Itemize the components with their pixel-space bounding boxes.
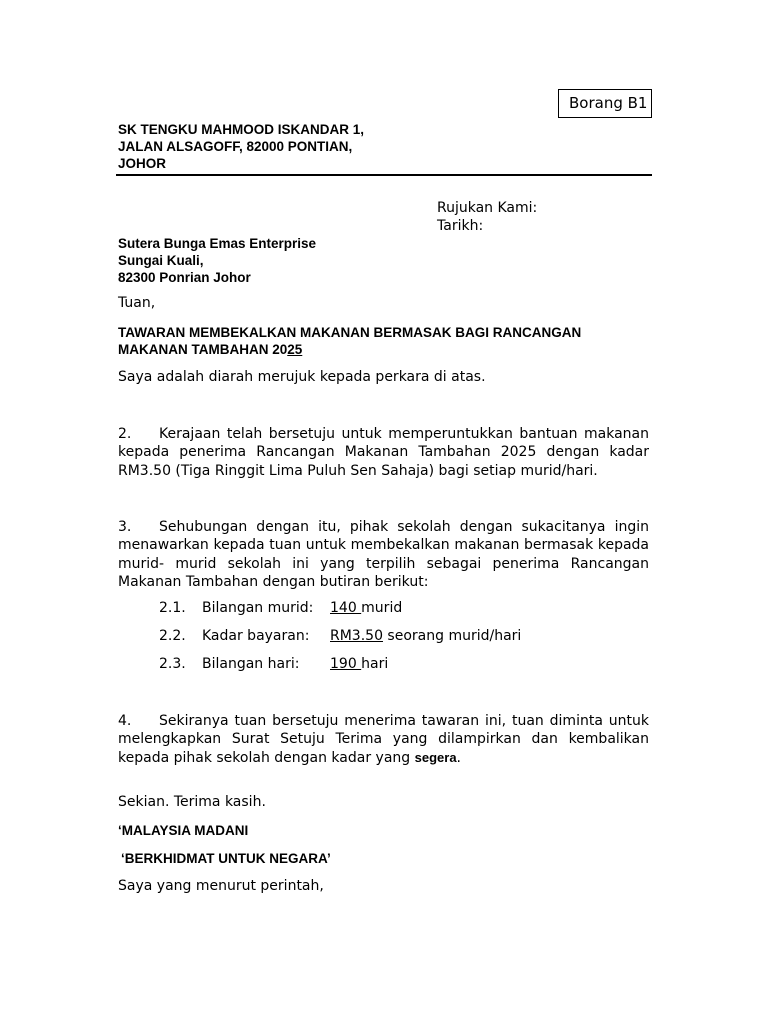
subject-year-suffix: 25 — [287, 342, 303, 357]
detail-value — [330, 628, 521, 644]
detail-value — [330, 656, 388, 672]
school-state: JOHOR — [118, 156, 167, 171]
paragraph-4-text: Sekiranya tuan bersetuju menerima tawaran ini, tuan diminta untuk melengkapkan Surat Setuju Terima yang dilampirkan dan kembalikan kepada pihak sekolah dengan kadar yang — [118, 713, 649, 766]
detail-value — [330, 600, 402, 616]
paragraph-4-emphasis: segera — [414, 749, 457, 765]
recipient-name: Sutera Bunga Emas Enterprise — [118, 236, 317, 251]
form-label-box — [558, 89, 652, 118]
tarikh-label: Tarikh: — [437, 218, 484, 234]
detail-value-rest: seorang murid/hari — [382, 628, 522, 644]
detail-value-underlined: 140 — [330, 600, 362, 616]
paragraph-3-text: Sehubungan dengan itu, pihak sekolah dengan sukacitanya ingin menawarkan kepada tuan untuk membekalkan makanan bermasak kepada murid- murid sekolah ini yang terpilih sebagai penerima Rancangan Makanan Tambahan dengan butiran berikut: — [118, 519, 649, 590]
paragraph-4-number: 4. — [118, 713, 132, 729]
detail-label: Bilangan murid: — [202, 600, 314, 616]
motto-berkhidmat: ‘BERKHIDMAT UNTUK NEGARA’ — [121, 851, 331, 866]
detail-number: 2.2. — [159, 628, 186, 644]
detail-label: Bilangan hari: — [202, 656, 300, 672]
letter-subject — [118, 324, 658, 358]
paragraph-4 — [118, 712, 649, 767]
school-address — [118, 121, 364, 172]
detail-number: 2.3. — [159, 656, 186, 672]
detail-value-underlined: RM3.50 — [330, 628, 383, 644]
paragraph-4-end: . — [456, 749, 461, 766]
recipient-address — [118, 235, 316, 286]
recipient-postcode: 82300 Ponrian Johor — [118, 270, 251, 285]
rujukan-label: Rujukan Kami: — [437, 200, 538, 216]
detail-number: 2.1. — [159, 600, 186, 616]
detail-label: Kadar bayaran: — [202, 628, 310, 644]
salutation: Tuan, — [118, 295, 156, 311]
paragraph-3-number: 3. — [118, 519, 132, 535]
paragraph-2-number: 2. — [118, 426, 132, 442]
paragraph-2 — [118, 425, 649, 480]
intro-paragraph: Saya adalah diarah merujuk kepada perkara di atas. — [118, 369, 486, 385]
subject-line-2 — [118, 341, 658, 358]
closing-line: Sekian. Terima kasih. — [118, 794, 266, 810]
form-label: Borang B1 — [569, 94, 648, 112]
school-street: JALAN ALSAGOFF, 82000 PONTIAN, — [118, 139, 353, 154]
detail-value-rest: murid — [361, 600, 403, 616]
reference-block — [437, 199, 537, 235]
school-name: SK TENGKU MAHMOOD ISKANDAR 1, — [118, 122, 365, 137]
detail-value-underlined: 190 — [330, 656, 362, 672]
header-divider — [116, 174, 652, 176]
subject-line-2-main: MAKANAN TAMBAHAN 20 — [118, 342, 288, 357]
paragraph-3 — [118, 518, 649, 591]
recipient-area: Sungai Kuali, — [118, 253, 204, 268]
sign-off: Saya yang menurut perintah, — [118, 878, 324, 894]
detail-value-rest: hari — [361, 656, 389, 672]
motto-malaysia-madani: ‘MALAYSIA MADANI — [118, 823, 249, 838]
subject-line-1: TAWARAN MEMBEKALKAN MAKANAN BERMASAK BAGI RANCANGAN — [118, 325, 582, 340]
paragraph-2-text: Kerajaan telah bersetuju untuk memperuntukkan bantuan makanan kepada penerima Rancangan Makanan Tambahan 2025 dengan kadar RM3.50 (Tiga Ringgit Lima Puluh Sen Sahaja) bagi setiap murid/hari. — [118, 426, 649, 479]
